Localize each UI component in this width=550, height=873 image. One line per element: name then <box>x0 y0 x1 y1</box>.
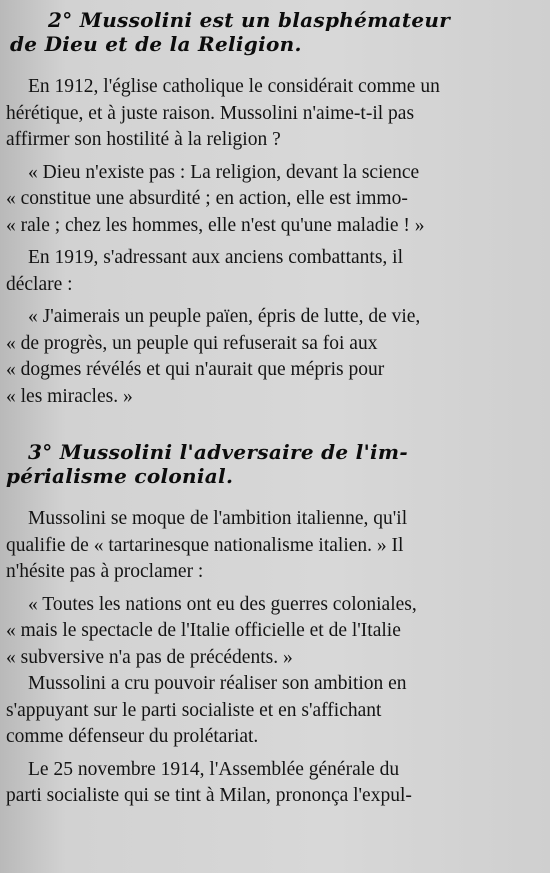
text-line: Mussolini se moque de l'ambition italienne, qu'il <box>28 508 408 529</box>
heading-line: de Dieu et de la Religion. <box>10 32 302 56</box>
section-2-heading <box>6 8 540 56</box>
text-line: « Toutes les nations ont eu des guerres coloniales, <box>28 593 417 615</box>
paragraph-1912 <box>6 74 540 154</box>
text-line: parti socialiste qui se tint à Milan, prononça l'expul- <box>6 785 412 806</box>
text-line: déclare : <box>6 273 73 295</box>
text-line: « mais le spectacle de l'Italie officielle et de l'Italie <box>6 620 401 641</box>
text-line: « constitue une absurdité ; en action, elle est immo- <box>6 188 408 209</box>
paragraph-1914 <box>6 757 540 810</box>
text-line: s'appuyant sur le parti socialiste et en s'affichant <box>6 699 382 721</box>
paragraph-ambition <box>6 506 540 586</box>
text-line: Mussolini a cru pouvoir réaliser son ambition en <box>28 673 407 694</box>
text-line: qualifie de « tartarinesque nationalisme italien. » Il <box>6 534 404 556</box>
text-line: hérétique, et à juste raison. Mussolini n'aime-t-il pas <box>6 102 415 124</box>
quote-dieu <box>6 160 540 240</box>
paragraph-1919 <box>6 245 540 298</box>
heading-line: 2° Mussolini est un blasphémateur <box>48 8 451 32</box>
text-line: « rale ; chez les hommes, elle n'est qu'une maladie ! » <box>6 214 425 236</box>
quote-guerres-coloniales <box>6 592 540 672</box>
text-line: En 1912, l'église catholique le considérait comme un <box>28 76 440 97</box>
text-line: « J'aimerais un peuple païen, épris de lutte, de vie, <box>28 306 421 327</box>
text-line: « dogmes révélés et qui n'aurait que mépris pour <box>6 359 385 380</box>
text-line: affirmer son hostilité à la religion ? <box>6 129 281 150</box>
text-line: n'hésite pas à proclamer : <box>6 561 204 582</box>
text-line: « les miracles. » <box>6 385 133 407</box>
heading-line: périalisme colonial. <box>6 464 234 488</box>
quote-peuple-paien <box>6 304 540 410</box>
heading-line: 3° Mussolini l'adversaire de l'im- <box>28 440 408 464</box>
text-line: En 1919, s'adressant aux anciens combattants, il <box>28 247 404 268</box>
text-line: Le 25 novembre 1914, l'Assemblée générale du <box>28 758 400 780</box>
text-line: « subversive n'a pas de précédents. » <box>6 646 293 668</box>
paragraph-parti-socialiste <box>6 671 540 751</box>
text-line: « Dieu n'existe pas : La religion, devant la science <box>28 161 420 183</box>
text-line: « de progrès, un peuple qui refuserait sa foi aux <box>6 332 378 354</box>
section-3-heading <box>6 440 540 488</box>
text-line: comme défenseur du prolétariat. <box>6 726 259 747</box>
